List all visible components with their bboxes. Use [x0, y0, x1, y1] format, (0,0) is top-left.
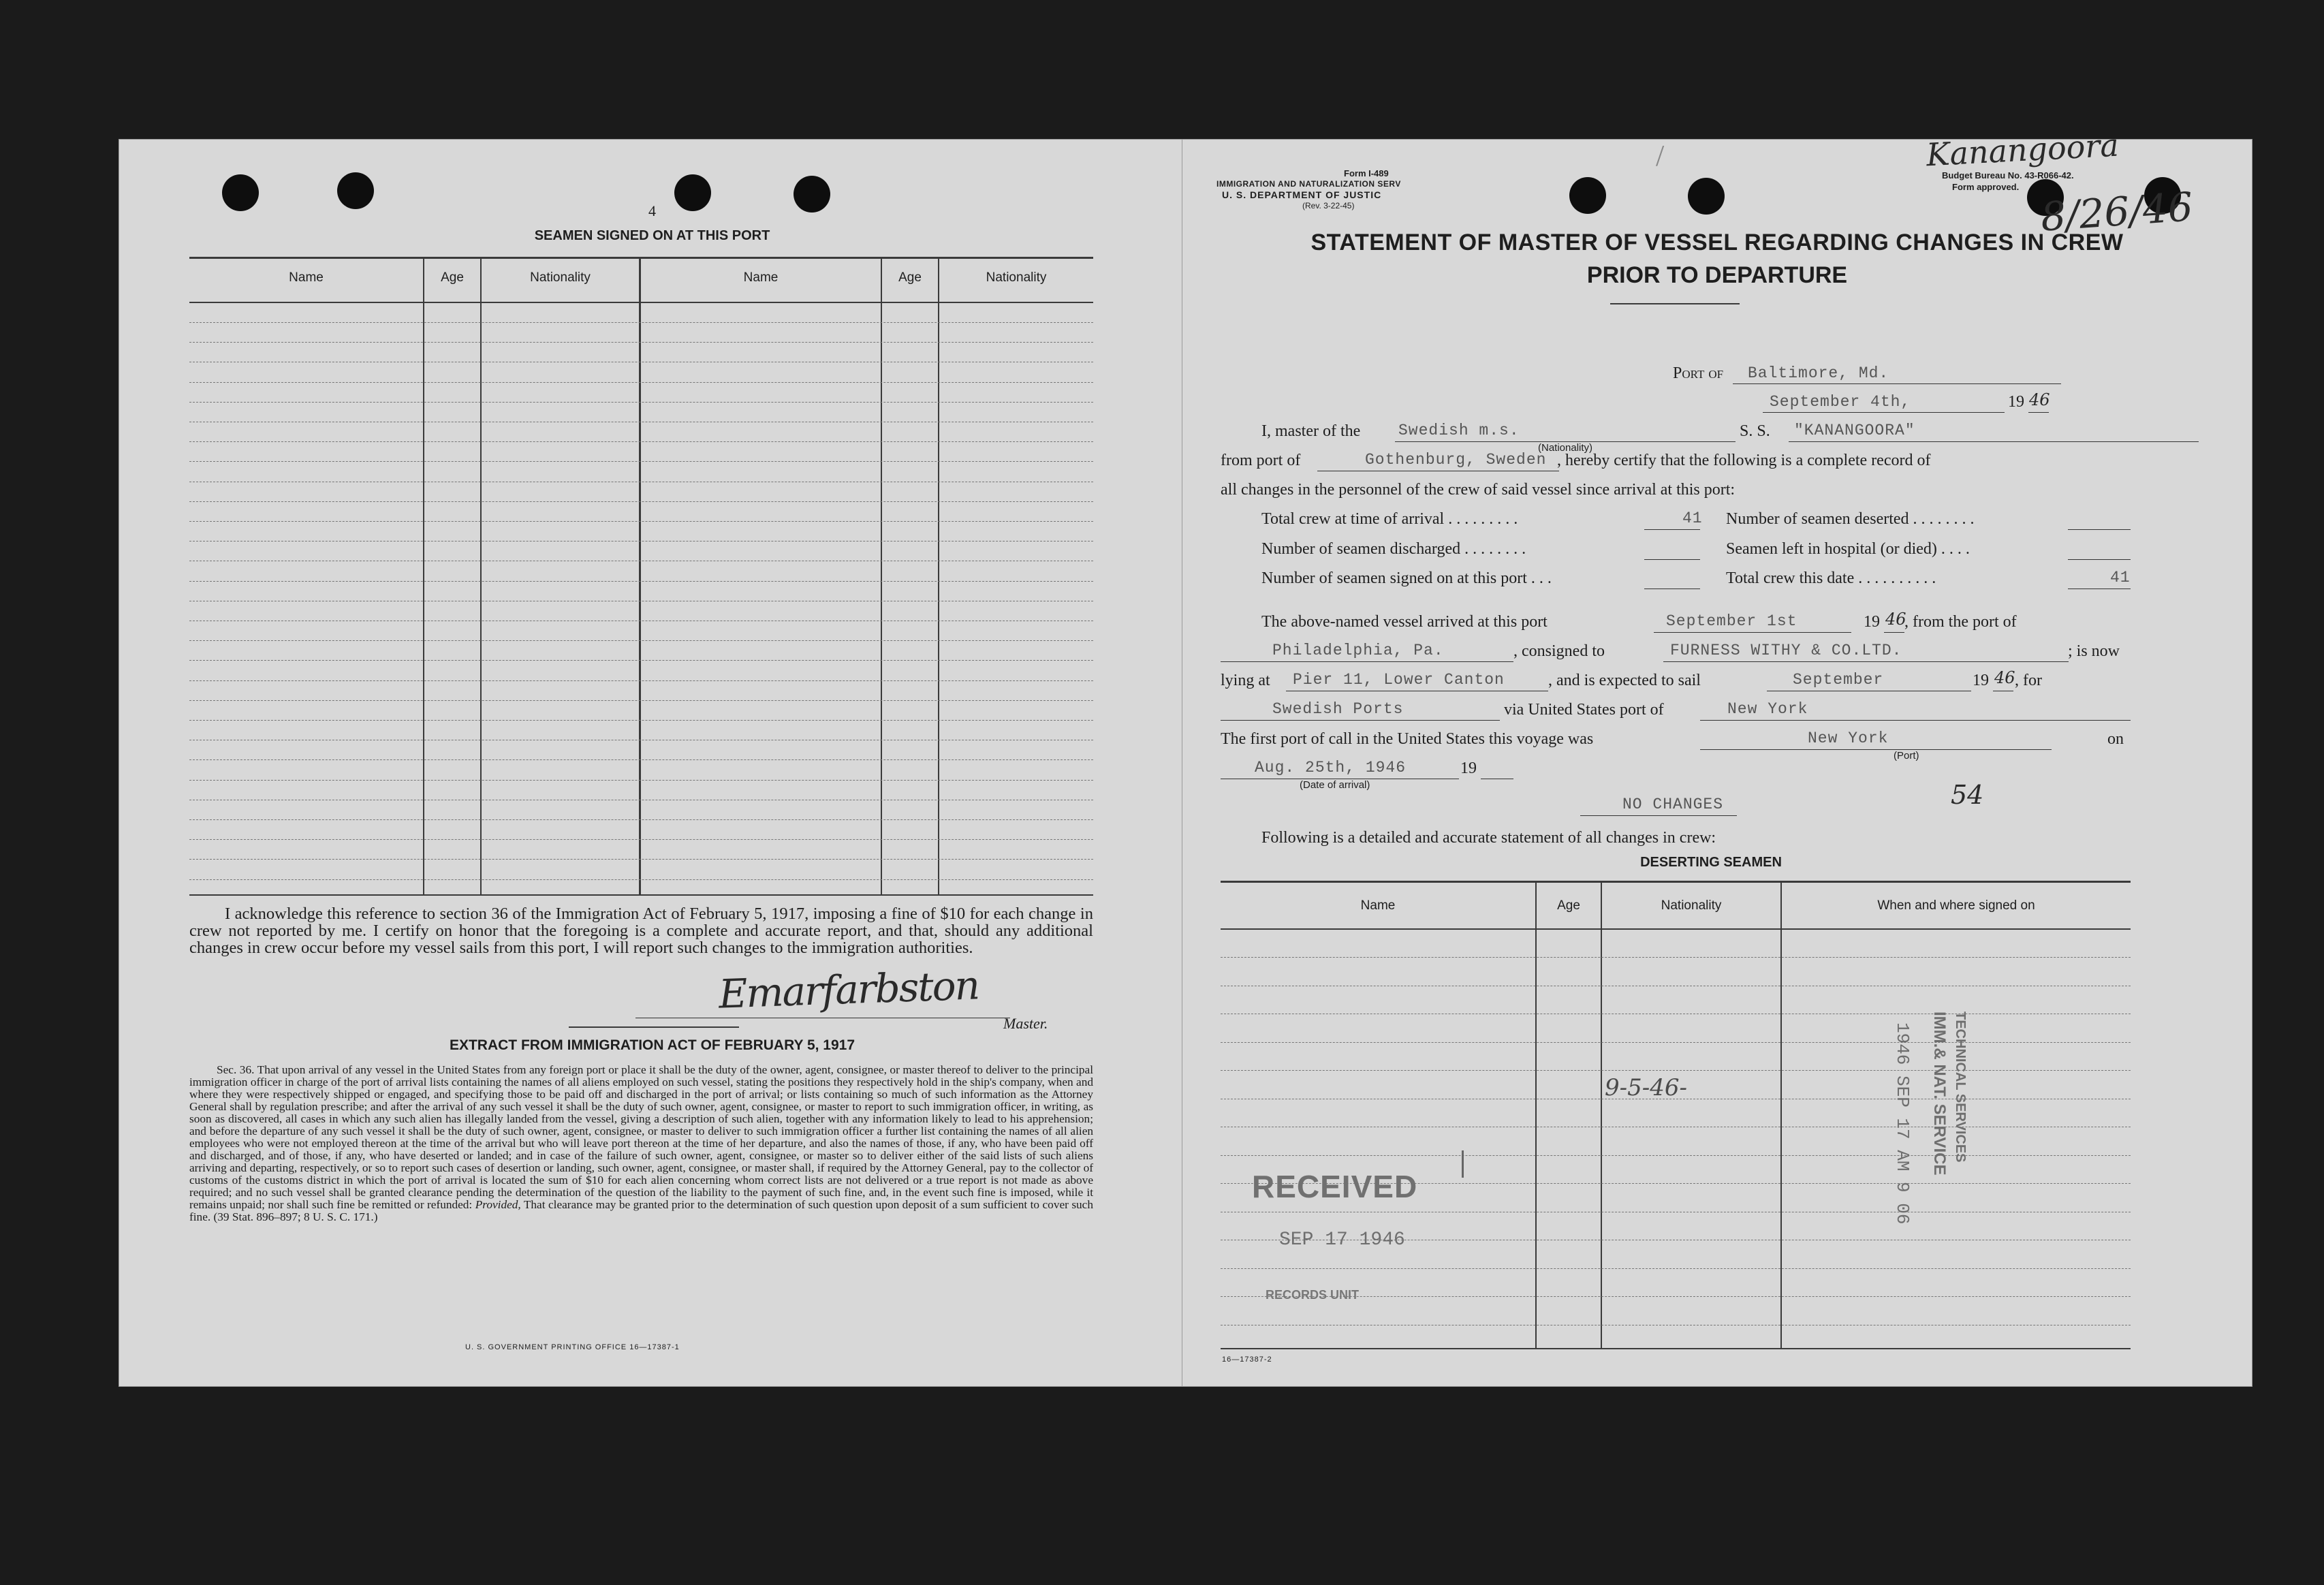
year-prefix: 19 [2008, 393, 2024, 411]
table-row-rule [1221, 1155, 2131, 1156]
nationality-caption: (Nationality) [1538, 442, 1593, 454]
year-hand: 46 [2029, 390, 2050, 409]
total-crew-arrival-value: 41 [1682, 509, 1703, 527]
port-of-label: Port of [1673, 364, 1724, 382]
form-number: Form I-489 [1344, 168, 1389, 178]
form-title-line-1: STATEMENT OF MASTER OF VESSEL REGARDING CHANGES IN CREW [1310, 230, 2124, 255]
is-now-label: ; is now [2068, 642, 2120, 660]
table-row-rule [189, 720, 1093, 721]
table-row-rule [189, 461, 1093, 462]
agency-line-1: IMMIGRATION AND NATURALIZATION SERV [1216, 179, 1401, 189]
lying-at-value: Pier 11, Lower Canton [1293, 671, 1505, 689]
sail-year-hand: 46 [1994, 668, 2015, 687]
port-of-value: Baltimore, Md. [1748, 364, 1889, 382]
vertical-time-stamp: 1946 SEP 17 AM 9 06 [1892, 1022, 1913, 1225]
signed-on-label: Number of seamen signed on at this port . . . [1261, 569, 1552, 587]
page-number: 4 [648, 202, 656, 219]
table-row-rule [189, 859, 1093, 860]
table-row-rule [189, 819, 1093, 820]
ss-value: "KANANGOORA" [1794, 422, 1915, 439]
revision: (Rev. 3-22-45) [1302, 201, 1355, 210]
extract-tail: That clearance may be granted prior to the determination of such question upon deposit of a sum sufficient to cover such fine. (39 Stat. 896–897; 8 U. S. C. 171.) [189, 1198, 1093, 1223]
for-label: , for [2015, 672, 2042, 689]
arrived-label: The above-named vessel arrived at this port [1261, 613, 1548, 631]
ss-label: S. S. [1740, 422, 1770, 440]
handwritten-date-top: 8/26/46 [2039, 183, 2195, 240]
first-port-value: New York [1808, 729, 1889, 747]
vertical-technical-stamp: TECHNICAL SERVICES [1953, 1011, 1968, 1163]
col-header-nationality: Nationality [1661, 898, 1722, 913]
handwritten-ship-name: Kanangoora [1925, 126, 2120, 174]
deserted-label: Number of seamen deserted . . . . . . . . [1726, 510, 1975, 528]
master-label: Master. [1003, 1015, 1048, 1032]
arrival-year-prefix: 19 [1460, 759, 1477, 777]
sail-label: , and is expected to sail [1548, 672, 1701, 689]
table-row-rule [1221, 1070, 2131, 1071]
signed-on-table-title: SEAMEN SIGNED ON AT THIS PORT [534, 228, 770, 243]
certify-text: , hereby certify that the following is a complete record of [1557, 452, 1931, 469]
table-row-rule [189, 700, 1093, 701]
table-row-rule [189, 322, 1093, 323]
extract-title: EXTRACT FROM IMMIGRATION ACT OF FEBRUARY 5, 1917 [449, 1037, 855, 1053]
table-row-rule [189, 780, 1093, 781]
from-port-value: Gothenburg, Sweden [1365, 451, 1547, 469]
nationality-value: Swedish m.s. [1398, 422, 1520, 439]
col-header-name-2: Name [743, 270, 779, 285]
right-page [1182, 126, 2252, 1386]
table-row-rule [1221, 1042, 2131, 1043]
following-text: Following is a detailed and accurate statement of all changes in crew: [1261, 829, 1716, 847]
vertical-service-stamp: IMM.& NAT. SERVICE [1930, 1011, 1949, 1176]
consigned-label: , consigned to [1513, 642, 1605, 660]
extract-text [189, 1064, 1093, 1223]
acknowledgment-text: I acknowledge this reference to section 36 of the Immigration Act of February 5, 1917, imposing a fine of $10 for each change in crew not reported by me. I certify on honor that the foregoing is a complete and accurate report, and that, should any additional changes in crew occur before my vessel sails from this port, I will report such changes to the immigration authorities. [189, 905, 1093, 957]
destination-value: Swedish Ports [1272, 700, 1404, 718]
stamp-mark [1462, 1150, 1464, 1178]
master-of-label: I, master of the [1261, 422, 1361, 440]
left-printer-line: U. S. GOVERNMENT PRINTING OFFICE 16—17387-1 [465, 1343, 680, 1351]
table-row-rule [189, 402, 1093, 403]
table-row-rule [1221, 957, 2131, 958]
col-header-age-2: Age [898, 270, 922, 285]
handwritten-date: 9-5-46- [1605, 1074, 1687, 1101]
deserting-seamen-title: DESERTING SEAMEN [1640, 855, 1782, 870]
total-crew-date-label: Total crew this date . . . . . . . . . . [1726, 569, 1936, 587]
agency-line-2: U. S. DEPARTMENT OF JUSTIC [1222, 189, 1382, 200]
extract-provided: Provided, [475, 1198, 521, 1211]
table-row-rule [189, 382, 1093, 383]
tick-mark: / [1656, 139, 1665, 172]
table-row-rule [189, 660, 1093, 661]
table-row-rule [189, 680, 1093, 681]
master-signature: Emarfarbston [717, 962, 979, 1018]
col-header-name: Name [289, 270, 324, 285]
received-date-stamp: SEP 17 1946 [1279, 1229, 1405, 1251]
lying-at-label: lying at [1221, 672, 1270, 689]
form-title-line-2: PRIOR TO DEPARTURE [1586, 262, 1848, 288]
col-header-nationality: Nationality [530, 270, 591, 285]
records-unit-stamp: RECORDS UNIT [1266, 1288, 1360, 1302]
table-row-rule [189, 879, 1093, 880]
from-port-label: from port of [1221, 452, 1301, 469]
via-label: via United States port of [1504, 701, 1664, 719]
table-row-rule [189, 521, 1093, 522]
table-row-rule [189, 640, 1093, 641]
via-value: New York [1727, 700, 1808, 718]
table-row-rule [189, 441, 1093, 442]
arrived-year-hand: 46 [1885, 610, 1906, 629]
table-row-rule [189, 581, 1093, 582]
table-row-rule [1221, 1268, 2131, 1269]
table-row-rule [189, 759, 1093, 760]
sail-value: September [1793, 671, 1884, 689]
table-row-rule [189, 342, 1093, 343]
total-crew-arrival-label: Total crew at time of arrival . . . . . . . . . [1261, 510, 1518, 528]
received-stamp: RECEIVED [1252, 1169, 1418, 1204]
table-row-rule [189, 501, 1093, 502]
form-approved: Form approved. [1952, 182, 2020, 192]
table-row-rule [189, 839, 1093, 840]
first-port-label: The first port of call in the United States this voyage was [1221, 730, 1594, 748]
sail-year-prefix: 19 [1973, 672, 1989, 689]
right-printer-line: 16—17387-2 [1222, 1355, 1272, 1364]
col-header-signed-on: When and where signed on [1877, 898, 2035, 913]
col-header-name: Name [1360, 898, 1396, 913]
table-row-rule [189, 541, 1093, 542]
arrived-value: September 1st [1666, 612, 1797, 630]
arrived-year-prefix: 19 [1864, 613, 1880, 631]
no-changes-note: NO CHANGES [1622, 796, 1724, 813]
punch-hole [1688, 178, 1725, 215]
date-value: September 4th, [1770, 393, 1911, 411]
previous-port-value: Philadelphia, Pa. [1272, 642, 1444, 659]
all-changes-text: all changes in the personnel of the crew of said vessel since arrival at this port: [1221, 481, 1736, 499]
discharged-label: Number of seamen discharged . . . . . . . . [1261, 540, 1526, 558]
consigned-value: FURNESS WITHY & CO.LTD. [1670, 642, 1902, 659]
total-crew-date-value: 41 [2110, 569, 2131, 586]
date-arrival-caption: (Date of arrival) [1300, 779, 1370, 791]
col-header-nationality-2: Nationality [986, 270, 1047, 285]
hospital-label: Seamen left in hospital (or died) . . . . [1726, 540, 1970, 558]
col-header-age: Age [1557, 898, 1580, 913]
on-label: on [2107, 730, 2124, 748]
handwritten-54: 54 [1951, 780, 1984, 810]
left-page [119, 140, 1185, 1386]
extract-body: That upon arrival of any vessel in the United States from any foreign port or place it shall be the duty of the owner, agent, consignee, or master thereof to deliver to the principal immigration officer in charge of the port of arrival lists containing the names of all aliens employed on such vessel, stating the positions they respectively hold in the ship's company, when and where they were respectively shipped or engaged, and specifying those to be paid off and discharged in the port of arrival; or lists containing so much of such information as the Attorney General shall by regulation prescribe; and after the arrival of any such vessel it shall be the duty of such owner, agent, consignee, or master to report to such immigration officer, in writing, as soon as discovered, all cases in which any such alien has illegally landed from the vessel, giving a description of such alien, together with any information likely to lead to his apprehension; and before the departure of any such vessel it shall be the duty of such owner, agent, consignee, or master to deliver to such immigration officer a further list containing the names of all alien employees who were not employed thereon at the time of the arrival but who will leave port thereon at the time of her departure, and also the names of those, if any, who have been paid off and discharged, and of those, if any, who have deserted or landed; and in case of the failure of such owner, agent, consignee, or master so to deliver either of the said lists of such aliens arriving and departing, respectively, or so to report such cases of desertion or landing, such owner, agent, consignee, or master shall, if required by the Attorney General, pay to the collector of customs of the customs district in which the port of arrival is located the sum of $10 for each alien concerning whom correct lists are not delivered or a true report is not made as above required; and no such vessel shall be granted clearance pending the determination of the question of the liability to the payment of such fine, and, in the event such fine is imposed, while it remains unpaid; nor shall such fine be remitted or refunded: [189, 1063, 1093, 1211]
col-header-age: Age [441, 270, 464, 285]
punch-hole [1569, 177, 1606, 214]
budget-bureau: Budget Bureau No. 43-R066-42. [1942, 170, 2074, 181]
from-the-port-label: , from the port of [1904, 613, 2017, 631]
extract-section: Sec. 36. [217, 1063, 255, 1076]
arrival-date-value: Aug. 25th, 1946 [1255, 759, 1407, 776]
port-caption: (Port) [1894, 750, 1919, 762]
